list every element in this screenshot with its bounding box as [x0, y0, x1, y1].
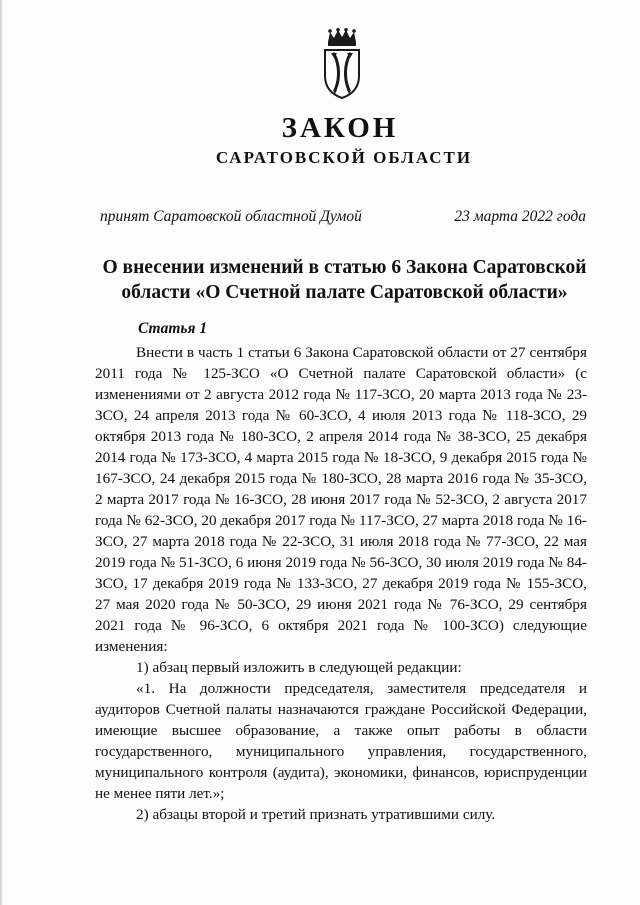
adopted-by-line: принят Саратовской областной Думой	[100, 208, 362, 225]
article-title: Статья 1	[138, 320, 208, 337]
article-body	[95, 342, 587, 825]
article-paragraph: 1) абзац первый изложить в следующей редакции:	[136, 659, 462, 676]
article-paragraph: 2) абзацы второй и третий признать утратившими силу.	[136, 806, 496, 823]
adoption-date: 23 марта 2022 года	[454, 208, 586, 225]
article-paragraph: Внести в часть 1 статьи 6 Закона Саратовской области от 27 сентября 2011 года № 125-ЗСО «О Счетной палате Саратовской области» (с изменениями от 2 августа 2012 года № 117-ЗСО, 20 марта 2013 года № 23-ЗСО, 24 апреля 2013 года № 60-ЗСО, 4 июля 2013 года № 118-ЗСО, 29 октября 2013 года № 180-ЗСО, 2 апреля 2014 года № 38-ЗСО, 25 декабря 2014 года № 173-ЗСО, 4 марта 2015 года № 18-ЗСО, 9 декабря 2015 года № 167-ЗСО, 24 декабря 2015 года № 180-ЗСО, 28 марта 2016 года № 35-ЗСО, 2 марта 2017 года № 16-ЗСО, 28 июня 2017 года № 52-ЗСО, 2 августа 2017 года № 62-ЗСО, 20 декабря 2017 года № 117-ЗСО, 27 марта 2018 года № 16-ЗСО, 27 марта 2018 года № 22-ЗСО, 31 июля 2018 года № 77-ЗСО, 22 мая 2019 года № 51-ЗСО, 6 июня 2019 года № 56-ЗСО, 30 июля 2019 года № 84-ЗСО, 17 декабря 2019 года № 133-ЗСО, 27 декабря 2019 года № 155-ЗСО, 27 мая 2020 года № 50-ЗСО, 29 июня 2021 года № 76-ЗСО, 29 сентября 2021 года № 96-ЗСО, 6 октября 2021 года № 100-ЗСО) следующие изменения:	[95, 344, 587, 655]
document-heading: О внесении изменений в статью 6 Закона Саратовской области «О Счетной палате Саратовской области»	[102, 257, 587, 303]
law-title: ЗАКОН	[281, 112, 399, 144]
article-paragraph: «1. На должности председателя, заместителя председателя и аудиторов Счетной палаты назначаются граждане Российской Федерации, имеющие высшее образование, а также опыт работы в области государственного, муниципального управления, государственного, муниципального контроля (аудита), экономики, финансов, юриспруденции не менее пяти лет.»;	[95, 680, 587, 802]
saratov-coat-of-arms-icon	[320, 28, 364, 100]
law-subtitle: САРАТОВСКОЙ ОБЛАСТИ	[215, 148, 473, 167]
